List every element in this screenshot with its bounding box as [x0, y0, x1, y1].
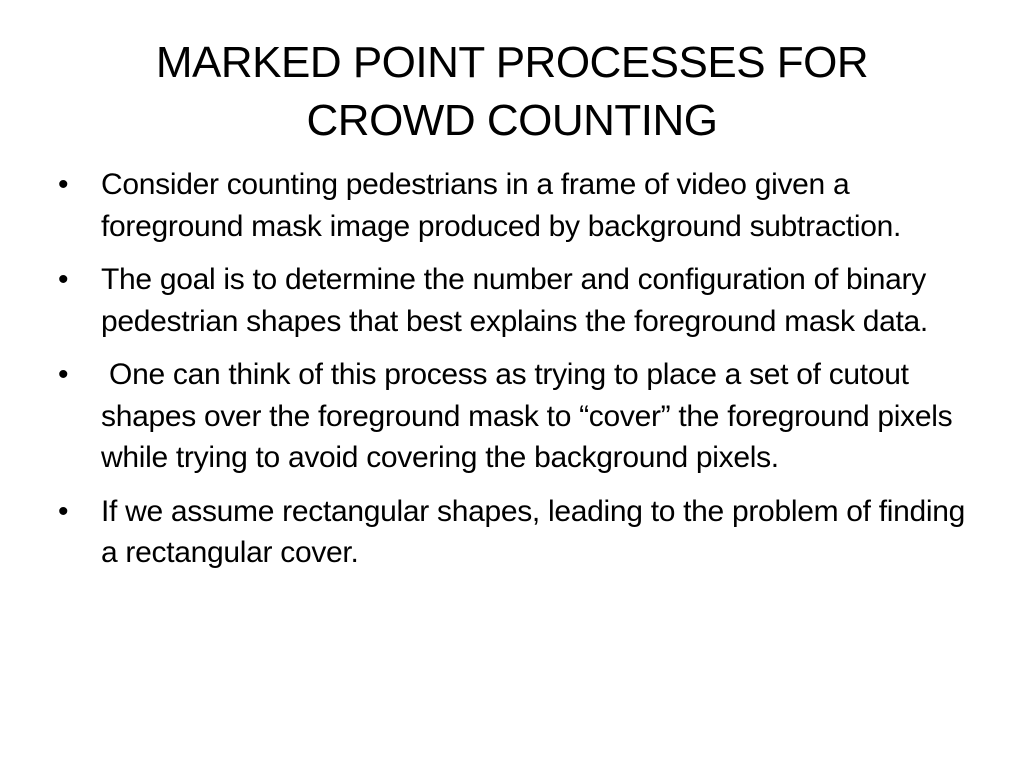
bullet-text-4: If we assume rectangular shapes, leading to the problem of finding a rectangular cover.: [101, 494, 974, 569]
bullet-item-4: [58, 491, 978, 574]
bullet-dot-icon: •: [58, 263, 69, 296]
bullet-text-2: The goal is to determine the number and configuration of binary pedestrian shapes that best explains the foreground mask data.: [101, 263, 934, 338]
bullet-item-2: [58, 259, 978, 342]
bullet-text-3: One can think of this process as trying to place a set of cutout shapes over the foreground mask to “cover” the foreground pixels while trying to avoid covering the background pixels.: [101, 358, 961, 474]
bullet-item-3: [58, 354, 978, 479]
slide-title-line-1: MARKED POINT PROCESSES FOR: [155, 38, 869, 87]
bullet-dot-icon: •: [58, 358, 69, 391]
bullet-text-1: Consider counting pedestrians in a frame of video given a foreground mask image produced by background subtraction.: [101, 168, 902, 243]
bullet-list: [58, 164, 978, 586]
bullet-item-1: [58, 164, 978, 247]
slide-title: [60, 34, 964, 150]
slide-title-line-2: CROWD COUNTING: [306, 96, 718, 145]
bullet-dot-icon: •: [58, 168, 69, 201]
bullet-dot-icon: •: [58, 494, 69, 528]
